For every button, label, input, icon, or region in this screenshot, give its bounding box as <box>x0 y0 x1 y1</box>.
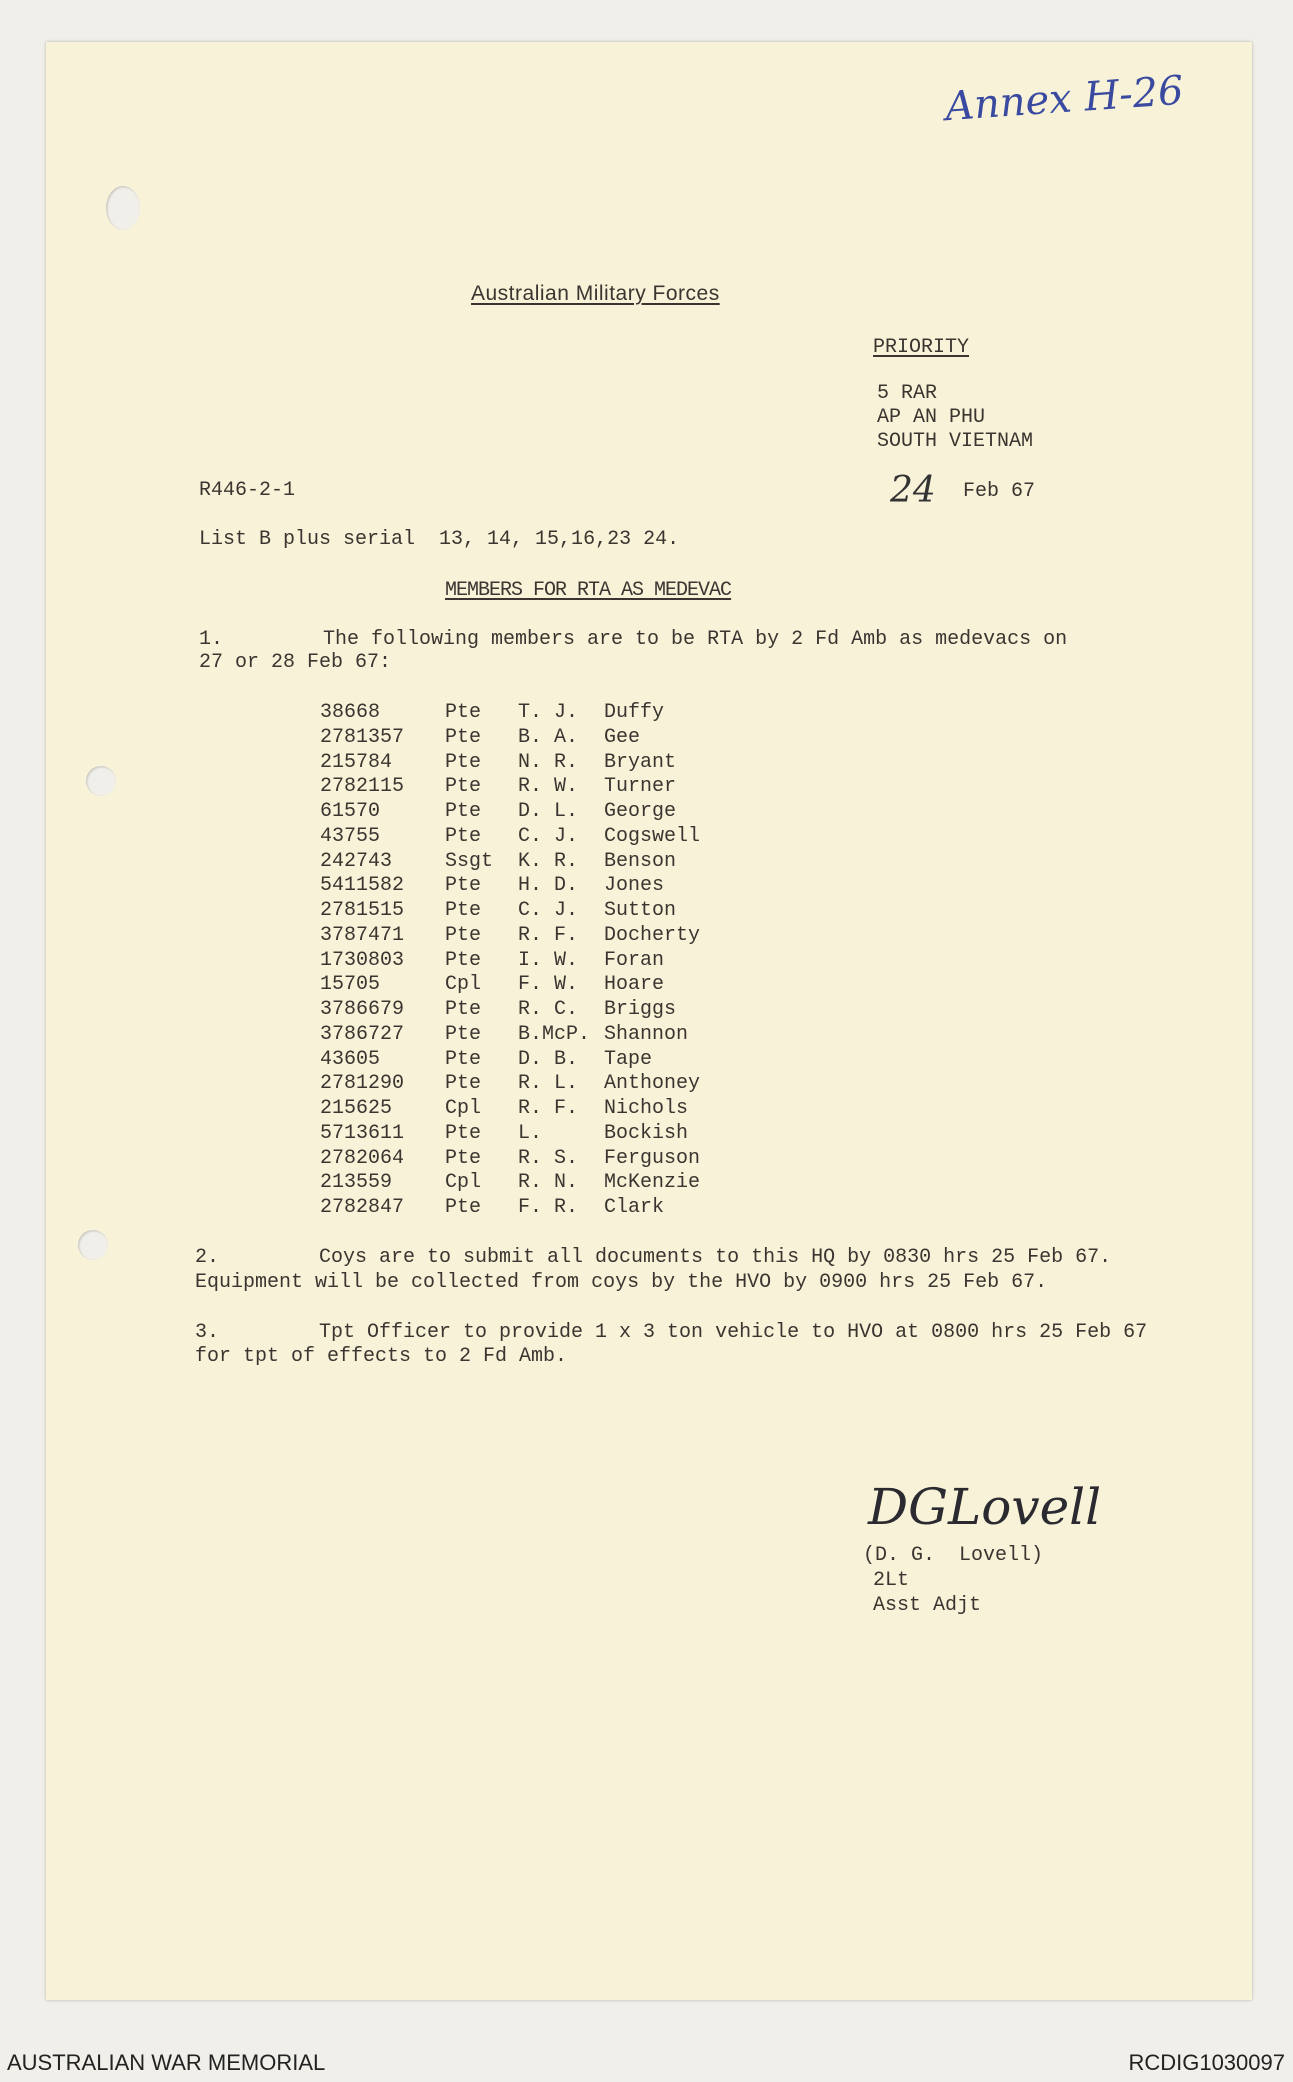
member-rank: Pte <box>445 1196 482 1219</box>
para2-line1: Coys are to submit all documents to this HQ by 0830 hrs 25 Feb 67. <box>319 1246 1112 1269</box>
member-surname: Cogswell <box>604 824 701 848</box>
member-surname: Briggs <box>604 998 677 1021</box>
member-rank: Pte <box>445 750 482 774</box>
member-initials: R. S. <box>518 1146 579 1170</box>
member-surname: Gee <box>604 725 641 749</box>
file-reference: R446-2-1 <box>199 479 296 502</box>
annex-annotation: Annex H-26 <box>943 67 1185 131</box>
member-initials: F. R. <box>518 1196 579 1219</box>
footer-id: RCDIG1030097 <box>1128 2050 1285 2075</box>
member-initials: R. F. <box>518 923 579 947</box>
member-rank: Pte <box>445 998 482 1021</box>
member-initials: R. N. <box>518 1171 579 1195</box>
member-rank: Pte <box>445 800 482 823</box>
para1-line1: The following members are to be RTA by 2 Fd Amb as medevacs on <box>323 628 1068 651</box>
punch-hole <box>106 186 140 230</box>
member-initials: B. A. <box>518 725 579 749</box>
member-rank: Pte <box>445 948 482 972</box>
member-initials: T. J. <box>518 701 579 724</box>
member-rank: Cpl <box>445 973 482 997</box>
member-rank: Pte <box>445 1121 482 1145</box>
member-initials: I. W. <box>518 948 579 972</box>
member-service-number: 215625 <box>320 1097 393 1120</box>
para2-number: 2. <box>195 1246 220 1269</box>
member-surname: George <box>604 800 677 823</box>
member-surname: Anthoney <box>604 1072 701 1096</box>
member-service-number: 213559 <box>320 1171 393 1195</box>
member-rank: Pte <box>445 701 482 724</box>
member-rank: Pte <box>445 923 482 947</box>
member-rank: Cpl <box>445 1097 482 1120</box>
member-initials: D. B. <box>518 1047 579 1071</box>
handwritten-signature: DGLovell <box>868 1478 1102 1536</box>
member-initials: H. D. <box>518 874 579 898</box>
member-service-number: 2781290 <box>320 1072 405 1096</box>
member-initials: R. W. <box>518 775 579 799</box>
member-service-number: 2781515 <box>320 899 405 922</box>
member-surname: Benson <box>604 849 677 873</box>
para3-number: 3. <box>195 1321 220 1344</box>
member-surname: Docherty <box>604 923 701 947</box>
footer-source: AUSTRALIAN WAR MEMORIAL <box>7 2050 326 2075</box>
member-service-number: 5411582 <box>320 874 405 898</box>
member-initials: R. C. <box>518 998 579 1021</box>
member-service-number: 215784 <box>320 750 393 774</box>
member-service-number: 2782115 <box>320 775 405 799</box>
member-service-number: 242743 <box>320 849 393 873</box>
para2-line2: Equipment will be collected from coys by the HVO by 0900 hrs 25 Feb 67. <box>195 1271 1048 1294</box>
member-service-number: 3786727 <box>320 1022 405 1046</box>
member-surname: Shannon <box>604 1022 689 1046</box>
address-line: SOUTH VIETNAM <box>877 430 1034 453</box>
member-initials: C. J. <box>518 824 579 848</box>
member-initials: R. L. <box>518 1072 579 1096</box>
member-service-number: 61570 <box>320 800 381 823</box>
list-reference: List B plus serial 13, 14, 15,16,23 24. <box>199 528 680 551</box>
para3-line1: Tpt Officer to provide 1 x 3 ton vehicle to HVO at 0800 hrs 25 Feb 67 <box>319 1321 1148 1344</box>
member-initials: L. <box>518 1121 543 1145</box>
member-initials: R. F. <box>518 1097 579 1120</box>
signatory-appointment: Asst Adjt <box>873 1594 982 1617</box>
member-service-number: 43605 <box>320 1047 381 1071</box>
punch-hole <box>78 1230 108 1260</box>
address-line: AP AN PHU <box>877 406 986 429</box>
member-rank: Pte <box>445 824 482 848</box>
member-surname: Ferguson <box>604 1146 701 1170</box>
member-rank: Pte <box>445 1022 482 1046</box>
member-service-number: 2782064 <box>320 1146 405 1170</box>
date-month-year: Feb 67 <box>963 480 1036 503</box>
member-initials: D. L. <box>518 800 579 823</box>
member-surname: Clark <box>604 1196 665 1219</box>
member-service-number: 2781357 <box>320 725 405 749</box>
member-service-number: 5713611 <box>320 1121 405 1145</box>
member-initials: B.McP. <box>518 1022 591 1046</box>
member-service-number: 2782847 <box>320 1196 405 1219</box>
member-surname: Turner <box>604 775 677 799</box>
member-initials: K. R. <box>518 849 579 873</box>
member-surname: Bryant <box>604 750 677 774</box>
para1-number: 1. <box>199 628 224 651</box>
date-day-handwritten: 24 <box>890 470 936 511</box>
address-line: 5 RAR <box>877 382 938 405</box>
member-initials: N. R. <box>518 750 579 774</box>
member-service-number: 1730803 <box>320 948 405 972</box>
para3-line2: for tpt of effects to 2 Fd Amb. <box>195 1345 568 1368</box>
member-rank: Pte <box>445 1072 482 1096</box>
member-rank: Cpl <box>445 1171 482 1195</box>
member-surname: Duffy <box>604 701 665 724</box>
punch-hole <box>86 766 116 796</box>
member-service-number: 3786679 <box>320 998 405 1021</box>
member-service-number: 3787471 <box>320 923 405 947</box>
signatory-rank: 2Lt <box>873 1569 910 1592</box>
member-service-number: 38668 <box>320 701 381 724</box>
member-rank: Ssgt <box>445 849 494 873</box>
member-service-number: 43755 <box>320 824 381 848</box>
member-rank: Pte <box>445 874 482 898</box>
member-rank: Pte <box>445 725 482 749</box>
member-initials: C. J. <box>518 899 579 922</box>
member-surname: Foran <box>604 948 665 972</box>
section-heading: MEMBERS FOR RTA AS MEDEVAC <box>445 579 732 602</box>
priority-label: PRIORITY <box>873 336 970 359</box>
member-rank: Pte <box>445 1146 482 1170</box>
member-surname: Tape <box>604 1047 653 1071</box>
member-surname: Bockish <box>604 1121 689 1145</box>
member-initials: F. W. <box>518 973 579 997</box>
member-rank: Pte <box>445 775 482 799</box>
member-surname: Hoare <box>604 973 665 997</box>
member-surname: McKenzie <box>604 1171 701 1195</box>
member-rank: Pte <box>445 899 482 922</box>
document-title: Australian Military Forces <box>471 282 720 305</box>
member-service-number: 15705 <box>320 973 381 997</box>
member-surname: Sutton <box>604 899 677 922</box>
member-rank: Pte <box>445 1047 482 1071</box>
para1-line2: 27 or 28 Feb 67: <box>199 651 392 674</box>
member-surname: Nichols <box>604 1097 689 1120</box>
signatory-name: (D. G. Lovell) <box>863 1544 1044 1567</box>
member-surname: Jones <box>604 874 665 898</box>
